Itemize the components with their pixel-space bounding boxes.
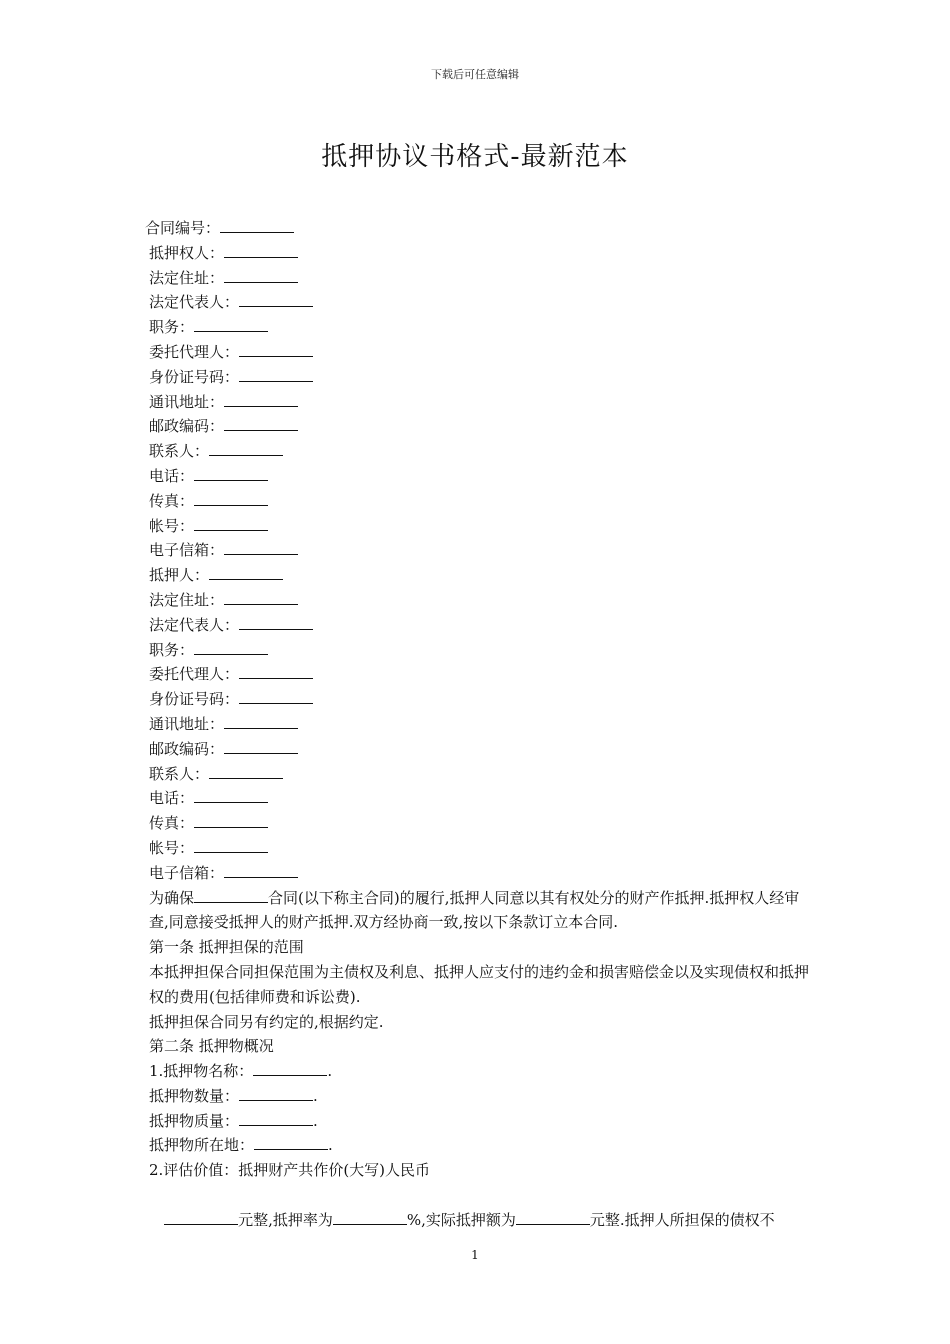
field-line bbox=[145, 489, 810, 514]
blank-line bbox=[224, 392, 298, 407]
blank-line bbox=[239, 1086, 313, 1101]
collateral-item-label: 抵押物质量： bbox=[149, 1111, 240, 1130]
blank-line bbox=[224, 416, 298, 431]
collateral-item-label: 抵押物所在地： bbox=[149, 1136, 255, 1155]
field-line bbox=[145, 414, 810, 439]
field-line bbox=[145, 365, 810, 390]
field-label: 法定住址： bbox=[149, 590, 225, 609]
field-label: 电话： bbox=[149, 789, 195, 808]
field-line bbox=[145, 563, 810, 588]
valuation-text-c: 元整.抵押人所担保的债权不 bbox=[589, 1210, 775, 1229]
blank-line bbox=[333, 1210, 407, 1225]
blank-line bbox=[239, 292, 313, 307]
field-line bbox=[145, 861, 810, 886]
valuation-continuation bbox=[145, 1183, 810, 1257]
blank-line bbox=[516, 1210, 590, 1225]
field-label: 法定住址： bbox=[149, 268, 225, 287]
blank-line bbox=[224, 243, 298, 258]
intro-text: 合同(以下称主合同)的履行,抵押人同意以其有权处分的财产作抵押.抵押权人经审查,同意接受抵押人的财产抵押.双方经协商一致,按以下条款订立本合同. bbox=[149, 888, 800, 932]
field-line bbox=[145, 216, 810, 241]
field-label: 委托代理人： bbox=[149, 665, 240, 684]
intro-paragraph bbox=[145, 886, 810, 936]
article1-heading: 第一条 抵押担保的范围 bbox=[149, 938, 304, 957]
blank-line bbox=[239, 367, 313, 382]
blank-line bbox=[224, 540, 298, 555]
field-line bbox=[145, 514, 810, 539]
item-suffix: . bbox=[313, 1111, 318, 1130]
field-label: 邮政编码： bbox=[149, 739, 225, 758]
article2-items bbox=[145, 1059, 810, 1158]
field-line bbox=[145, 811, 810, 836]
item-suffix: . bbox=[313, 1086, 318, 1105]
blank-line bbox=[239, 615, 313, 630]
field-label: 法定代表人： bbox=[149, 293, 240, 312]
collateral-item bbox=[145, 1059, 810, 1084]
blank-line bbox=[220, 218, 294, 233]
field-label: 抵押权人： bbox=[149, 243, 225, 262]
field-label: 职务： bbox=[149, 318, 195, 337]
collateral-item bbox=[145, 1133, 810, 1158]
blank-line bbox=[239, 689, 313, 704]
field-label: 委托代理人： bbox=[149, 342, 240, 361]
field-line bbox=[145, 464, 810, 489]
field-line bbox=[145, 315, 810, 340]
field-line bbox=[145, 266, 810, 291]
collateral-item-label: 抵押物数量： bbox=[149, 1086, 240, 1105]
blank-line bbox=[239, 342, 313, 357]
blank-line bbox=[224, 863, 298, 878]
field-line bbox=[145, 737, 810, 762]
field-line bbox=[145, 687, 810, 712]
article1-paragraph1: 本抵押担保合同担保范围为主债权及利息、抵押人应支付的违约金和损害赔偿金以及实现债权和抵押权的费用(包括律师费和诉讼费). bbox=[149, 962, 810, 1006]
field-line bbox=[145, 241, 810, 266]
field-label: 职务： bbox=[149, 640, 195, 659]
blank-line bbox=[194, 516, 268, 531]
blank-line bbox=[194, 888, 268, 903]
blank-line bbox=[254, 1135, 328, 1150]
item-suffix: . bbox=[327, 1062, 333, 1081]
field-line bbox=[145, 439, 810, 464]
field-line bbox=[145, 538, 810, 563]
field-label: 身份证号码： bbox=[149, 367, 240, 386]
page-header: 下载后可任意编辑 bbox=[431, 68, 519, 81]
blank-line bbox=[194, 491, 268, 506]
field-label: 邮政编码： bbox=[149, 417, 225, 436]
field-label: 法定代表人： bbox=[149, 615, 240, 634]
field-line bbox=[145, 662, 810, 687]
document-body bbox=[145, 216, 810, 1257]
field-label: 抵押人： bbox=[149, 566, 210, 585]
page-number: 1 bbox=[471, 1248, 479, 1262]
field-label: 传真： bbox=[149, 814, 195, 833]
field-label: 电子信箱： bbox=[149, 541, 225, 560]
document-title: 抵押协议书格式-最新范本 bbox=[321, 142, 629, 172]
party-fields bbox=[145, 216, 810, 886]
collateral-item bbox=[145, 1084, 810, 1109]
article1-paragraph2: 抵押担保合同另有约定的,根据约定. bbox=[149, 1012, 384, 1031]
intro-prefix: 为确保 bbox=[149, 888, 195, 907]
blank-line bbox=[164, 1210, 238, 1225]
field-label: 通讯地址： bbox=[149, 714, 225, 733]
field-label: 帐号： bbox=[149, 516, 195, 535]
blank-line bbox=[209, 441, 283, 456]
collateral-item bbox=[145, 1109, 810, 1134]
field-line bbox=[145, 588, 810, 613]
field-line bbox=[145, 836, 810, 861]
blank-line bbox=[224, 714, 298, 729]
valuation-text-b: %,实际抵押额为 bbox=[406, 1210, 516, 1229]
valuation-text-a: 元整,抵押率为 bbox=[238, 1210, 333, 1229]
field-line bbox=[145, 712, 810, 737]
blank-line bbox=[194, 813, 268, 828]
field-label: 联系人： bbox=[149, 442, 210, 461]
blank-line bbox=[239, 664, 313, 679]
field-line bbox=[145, 762, 810, 787]
field-line bbox=[145, 340, 810, 365]
blank-line bbox=[209, 764, 283, 779]
blank-line bbox=[224, 590, 298, 605]
field-label: 身份证号码： bbox=[149, 690, 240, 709]
blank-line bbox=[194, 317, 268, 332]
field-label: 帐号： bbox=[149, 838, 195, 857]
blank-line bbox=[209, 565, 283, 580]
field-label: 通讯地址： bbox=[149, 392, 225, 411]
field-line bbox=[145, 786, 810, 811]
field-line bbox=[145, 638, 810, 663]
blank-line bbox=[253, 1061, 327, 1076]
blank-line bbox=[194, 788, 268, 803]
blank-line bbox=[239, 1111, 313, 1126]
blank-line bbox=[194, 640, 268, 655]
blank-line bbox=[224, 739, 298, 754]
field-label: 合同编号： bbox=[145, 219, 221, 237]
collateral-item-label: 1.抵押物名称： bbox=[149, 1062, 254, 1081]
field-label: 联系人： bbox=[149, 764, 210, 783]
field-line bbox=[145, 290, 810, 315]
blank-line bbox=[224, 268, 298, 283]
field-label: 传真： bbox=[149, 491, 195, 510]
field-line bbox=[145, 613, 810, 638]
field-label: 电话： bbox=[149, 466, 195, 485]
valuation-line: 2.评估价值：抵押财产共作价(大写)人民币 bbox=[149, 1161, 431, 1180]
blank-line bbox=[194, 838, 268, 853]
field-label: 电子信箱： bbox=[149, 863, 225, 882]
item-suffix: . bbox=[328, 1136, 333, 1155]
blank-line bbox=[194, 466, 268, 481]
article2-heading: 第二条 抵押物概况 bbox=[149, 1037, 274, 1056]
field-line bbox=[145, 390, 810, 415]
